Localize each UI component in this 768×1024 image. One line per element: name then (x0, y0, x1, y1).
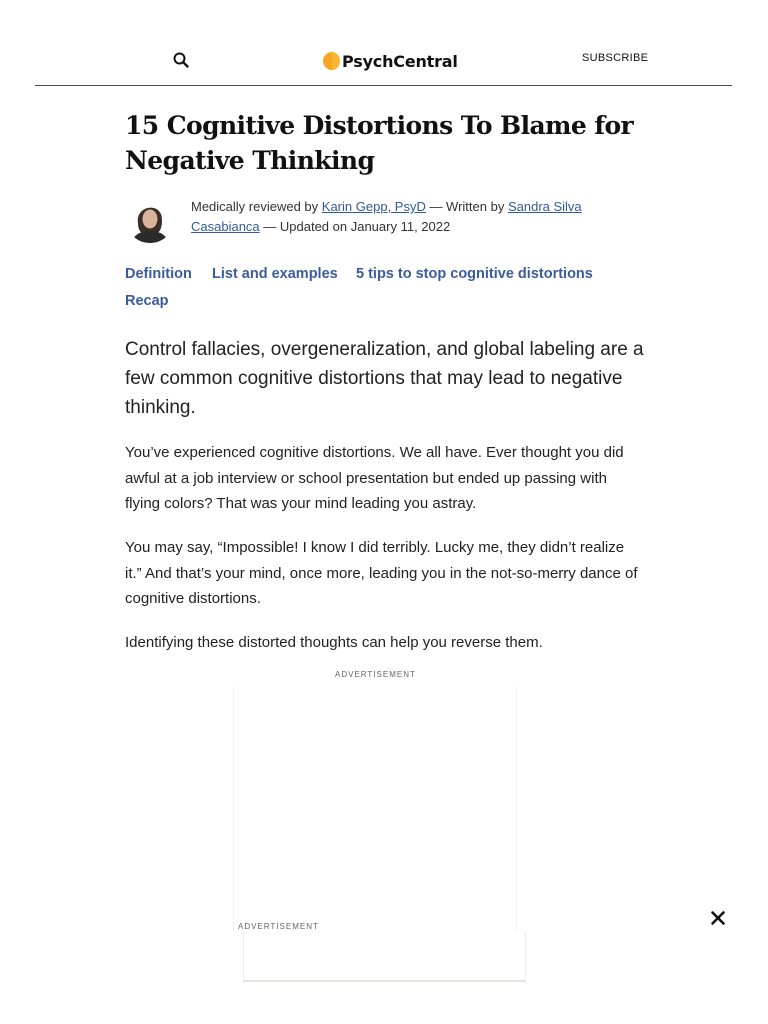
toc-link-definition[interactable]: Definition (125, 266, 192, 282)
subscribe-link[interactable]: SUBSCRIBE (582, 52, 649, 64)
site-logo[interactable] (322, 48, 458, 74)
close-ad-button[interactable] (708, 908, 728, 928)
written-by-text: — Written by (425, 199, 508, 214)
reviewed-by-text: Medically reviewed by (191, 199, 322, 214)
toc-link-list-and-examples[interactable]: List and examples (212, 266, 338, 282)
article-lead: Control fallacies, overgeneralization, and global labeling are a few common cognitive distortions that may lead to negative thinking. (125, 339, 644, 418)
site-header (35, 36, 732, 86)
author-link[interactable]: Sandra Silva Casabianca (191, 199, 582, 234)
search-icon (171, 50, 191, 70)
toc-link-tips[interactable]: 5 tips to stop cognitive distortions (356, 266, 593, 282)
sticky-advertisement-label: ADVERTISEMENT (238, 922, 319, 931)
sticky-advertisement-slot[interactable] (243, 932, 526, 982)
avatar-image (125, 193, 175, 243)
search-button[interactable] (171, 50, 191, 70)
toc-link-recap[interactable]: Recap (125, 293, 169, 309)
psychcentral-logo-icon (322, 51, 340, 71)
author-avatar[interactable] (125, 193, 175, 243)
close-icon (708, 908, 728, 928)
advertisement-slot[interactable] (233, 687, 517, 931)
logo-text: PsychCentral (342, 51, 458, 71)
reviewer-link[interactable]: Karin Gepp, PsyD (321, 199, 426, 214)
article-title: 15 Cognitive Distortions To Blame for Negative Thinking (125, 111, 634, 175)
advertisement-label: ADVERTISEMENT (335, 670, 416, 679)
updated-date: — Updated on January 11, 2022 (259, 219, 451, 234)
paragraph-1: You’ve experienced cognitive distortions. We all have. Ever thought you did awful at a job interview or school presentation but ended up passing with flying colors? That was your mind leading you astray. (125, 444, 624, 512)
paragraph-2: You may say, “Impossible! I know I did terribly. Lucky me, they didn’t realize it.” And that’s your mind, once more, leading you in the not-so-merry dance of cognitive distortions. (125, 539, 638, 607)
article-byline (191, 197, 621, 237)
paragraph-3: Identifying these distorted thoughts can help you reverse them. (125, 634, 543, 651)
